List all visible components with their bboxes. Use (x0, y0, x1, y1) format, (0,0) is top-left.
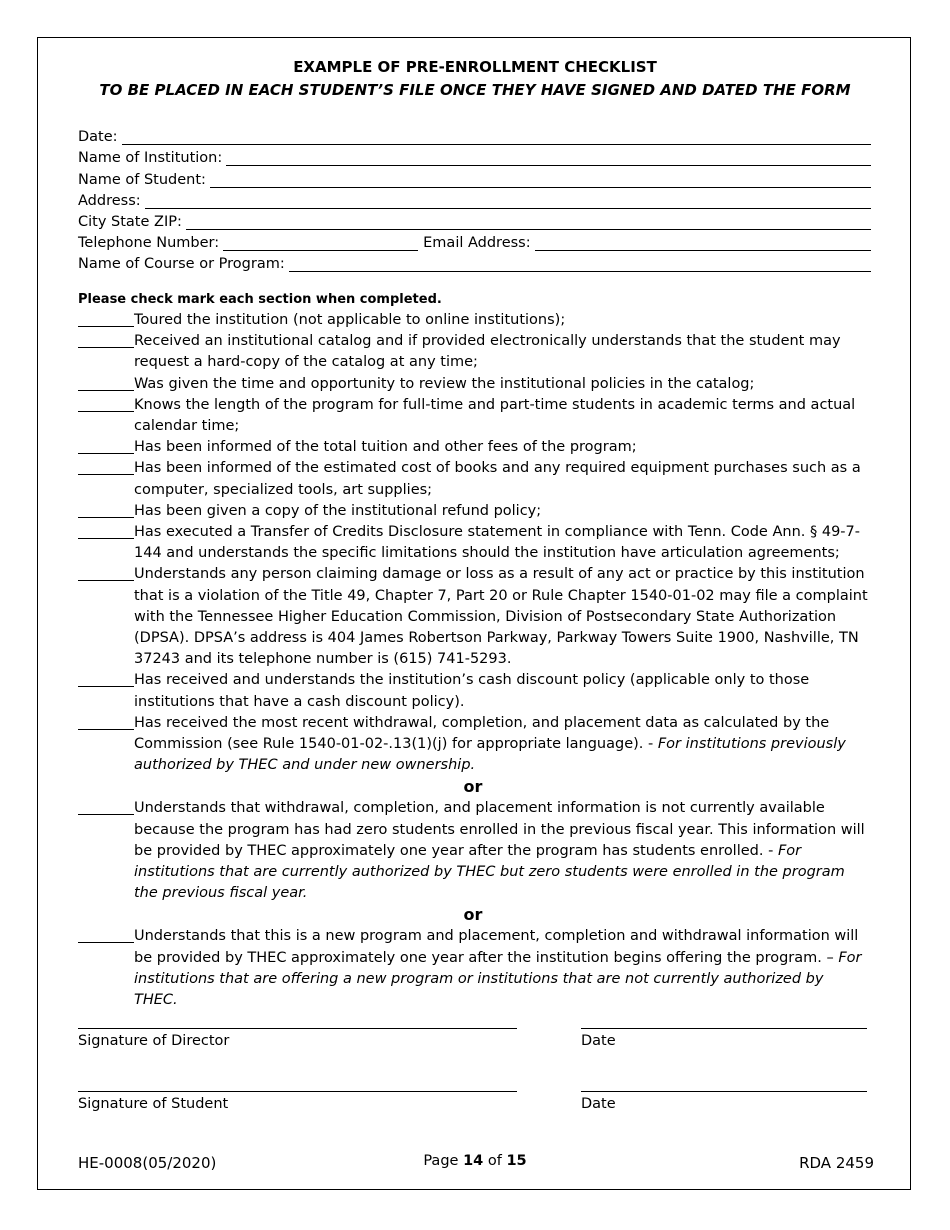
item-note: For institutions that are currently authorized by THEC but zero students were enrolled in the program the previous fiscal year. (134, 842, 845, 902)
telephone-label: Telephone Number: (78, 235, 220, 252)
checklist-item (78, 437, 868, 458)
course-label: Name of Course or Program: (78, 256, 285, 273)
city-input-line[interactable] (186, 215, 871, 230)
checklist-item (78, 798, 868, 904)
student-signature-label: Signature of Student (78, 1096, 229, 1112)
checklist-item-text: Has been informed of the total tuition and other fees of the program; (134, 439, 637, 456)
checkmark-line[interactable] (78, 798, 134, 815)
telephone-input-line[interactable] (223, 236, 418, 251)
city-field (78, 209, 871, 230)
checklist (78, 310, 868, 1011)
checklist-item (78, 501, 868, 522)
checkmark-line[interactable] (78, 395, 134, 412)
checklist-item (78, 395, 868, 437)
page-total: 15 (506, 1153, 527, 1169)
course-input-line[interactable] (289, 257, 871, 272)
student-date-block (581, 1091, 867, 1112)
student-label: Name of Student: (78, 171, 206, 188)
checkmark-line[interactable] (78, 437, 134, 454)
checkmark-line[interactable] (78, 310, 134, 327)
email-label: Email Address: (423, 235, 531, 252)
director-signature-block (78, 1028, 517, 1049)
checklist-item (78, 713, 868, 777)
item-main-text: Understands that withdrawal, completion, and placement information is not currently available because the program has had zero students enrolled in the previous fiscal year. This information will be provided by THEC approximately one year after the program has students enrolled. - (134, 800, 865, 859)
checklist-item (78, 374, 868, 395)
form-title: EXAMPLE OF PRE-ENROLLMENT CHECKLIST (293, 58, 657, 76)
or-separator: or (463, 777, 483, 797)
item-note: For institutions that are offering a new program or institutions that are not currently authorized by THEC. (134, 949, 862, 1009)
checkmark-line[interactable] (78, 501, 134, 518)
checklist-item (78, 458, 868, 500)
contact-field (78, 230, 871, 251)
item-main-text: Has received the most recent withdrawal, completion, and placement data as calculated by the Commission (see Rule 1540-01-02-.13(1)(j) for appropriate language). - (134, 714, 830, 753)
date-input-line[interactable] (122, 130, 871, 145)
checklist-item-text (134, 798, 868, 904)
director-date-label: Date (581, 1033, 616, 1049)
student-signature-block (78, 1091, 517, 1112)
course-field (78, 251, 871, 272)
checkmark-line[interactable] (78, 522, 134, 539)
checkmark-line[interactable] (78, 458, 134, 475)
student-input-line[interactable] (210, 173, 871, 188)
checklist-item-text: Understands any person claiming damage or loss as a result of any act or practice by this institution that is a violation of the Title 49, Chapter 7, Part 20 or Rule Chapter 1540-01-02 may file a complaint with the Tennessee Higher Education Commission, Division of Postsecondary State Authorization (DPSA). DPSA’s address is 404 James Robertson Parkway, Parkway Towers Suite 1900, Nashville, TN 37243 and its telephone number is (615) 741-5293. (134, 566, 868, 668)
city-label: City State ZIP: (78, 213, 182, 230)
checkmark-line[interactable] (78, 331, 134, 348)
item-note: For institutions previously authorized by THEC and under new ownership. (134, 736, 846, 774)
checkmark-line[interactable] (78, 713, 134, 730)
student-date-line[interactable] (581, 1091, 867, 1092)
checklist-item (78, 670, 868, 712)
item-main-text: Understands that this is a new program and placement, completion and withdrawal information will be provided by THEC approximately one year after the institution begins offering the program. – (134, 928, 859, 966)
form-id: HE-0008(05/2020) (78, 1154, 217, 1172)
checklist-instruction: Please check mark each section when completed. (78, 292, 442, 307)
student-signature-line[interactable] (78, 1091, 517, 1092)
checklist-item-text (134, 713, 868, 777)
checklist-item-text: Has executed a Transfer of Credits Disclosure statement in compliance with Tenn. Code Ann. § 49-7-144 and understands the specific limitations should the institution have articulation agreements; (134, 524, 860, 562)
director-signature-line[interactable] (78, 1028, 517, 1029)
checkmark-line[interactable] (78, 670, 134, 687)
student-date-label: Date (581, 1096, 616, 1112)
address-label: Address: (78, 192, 141, 209)
institution-field (78, 145, 871, 166)
address-input-line[interactable] (145, 194, 871, 209)
checklist-item-text: Toured the institution (not applicable to online institutions); (134, 312, 566, 328)
director-signature-label: Signature of Director (78, 1033, 230, 1049)
page-prefix: Page (423, 1153, 459, 1169)
checklist-item-text: Received an institutional catalog and if provided electronically understands that the student may request a hard-copy of the catalog at any time; (134, 333, 841, 371)
checklist-item-text: Was given the time and opportunity to review the institutional policies in the catalog; (134, 375, 755, 392)
rda-number: RDA 2459 (799, 1154, 874, 1172)
or-separator: or (463, 905, 483, 925)
checklist-item-text: Knows the length of the program for full-time and part-time students in academic terms and actual calendar time; (134, 396, 856, 435)
institution-input-line[interactable] (226, 151, 871, 166)
checklist-item (78, 564, 868, 670)
student-info-fields (78, 124, 871, 272)
email-input-line[interactable] (535, 236, 871, 251)
checklist-item-text: Has received and understands the institution’s cash discount policy (applicable only to those institutions that have a cash discount policy). (134, 672, 810, 710)
address-field (78, 188, 871, 209)
date-field (78, 124, 871, 145)
checkmark-line[interactable] (78, 564, 134, 581)
date-label: Date: (78, 129, 118, 146)
checklist-item (78, 522, 868, 564)
institution-label: Name of Institution: (78, 150, 223, 167)
checklist-item-text (134, 926, 868, 1011)
form-subtitle: TO BE PLACED IN EACH STUDENT’S FILE ONCE THEY HAVE SIGNED AND DATED THE FORM (99, 81, 851, 99)
checkmark-line[interactable] (78, 374, 134, 391)
checklist-item-text: Has been given a copy of the institutional refund policy; (134, 502, 542, 519)
checklist-item (78, 310, 868, 331)
checklist-item (78, 926, 868, 1011)
checkmark-line[interactable] (78, 926, 134, 943)
director-date-line[interactable] (581, 1028, 867, 1029)
checklist-item-text: Has been informed of the estimated cost of books and any required equipment purchases such as a computer, specialized tools, art supplies; (134, 460, 861, 498)
page-current: 14 (463, 1153, 484, 1169)
student-field (78, 166, 871, 187)
page-of: of (487, 1153, 502, 1169)
checklist-item (78, 331, 868, 373)
director-date-block (581, 1028, 867, 1049)
